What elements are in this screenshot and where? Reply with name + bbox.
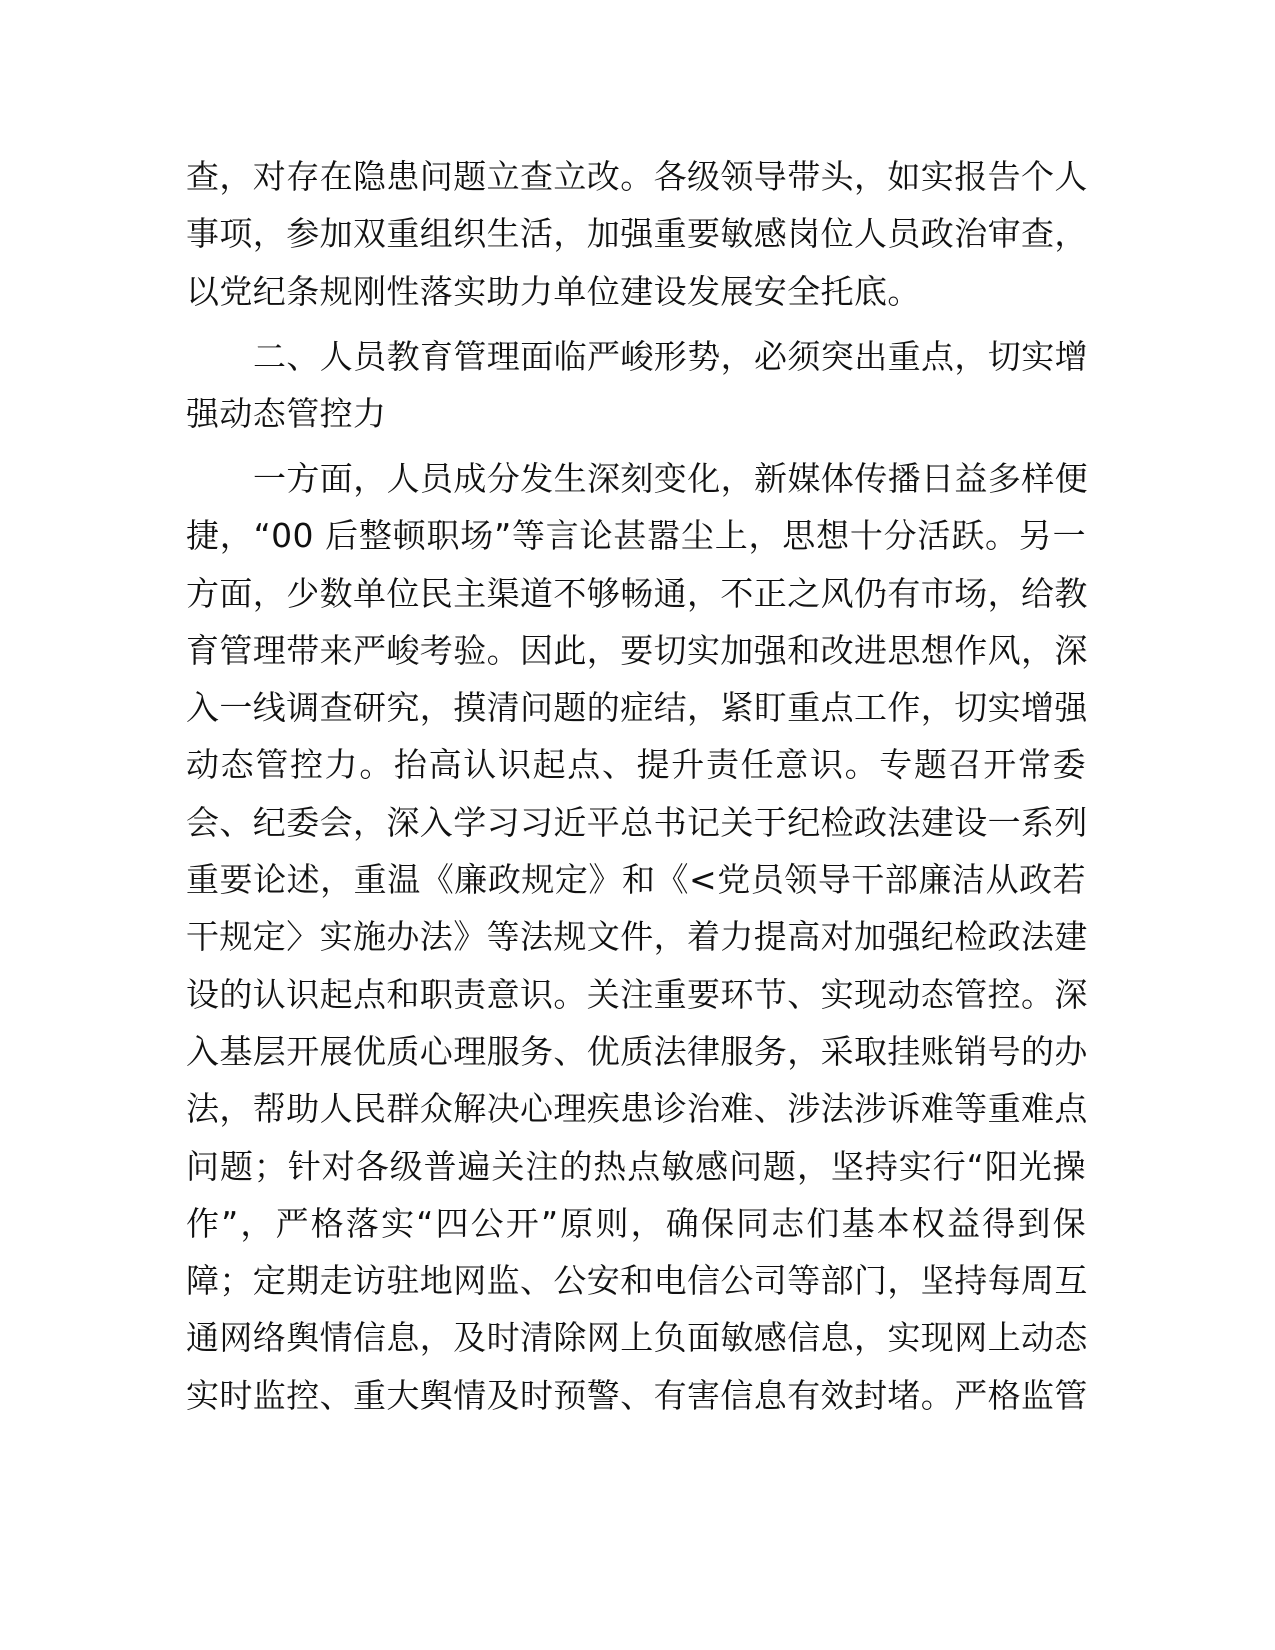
heading-line: 二、人员教育管理面临严峻形势，必须突出重点，切实增 xyxy=(253,337,1088,376)
continuation-paragraph xyxy=(186,148,1086,320)
text-line: 方面，少数单位民主渠道不够畅通，不正之风仍有市场，给教 xyxy=(186,573,1088,613)
body-paragraph xyxy=(186,450,1086,1424)
text-line: 动态管控力。抬高认识起点、提升责任意识。专题召开常委 xyxy=(186,745,1086,785)
text-line: 以党纪条规刚性落实助力单位建设发展安全托底。 xyxy=(186,271,921,311)
text-line: 事项，参加双重组织生活，加强重要敏感岗位人员政治审查， xyxy=(186,214,1088,254)
text-line: 捷，“00 后整顿职场”等言论甚嚣尘上，思想十分活跃。另一 xyxy=(186,516,1086,556)
text-line: 入基层开展优质心理服务、优质法律服务，采取挂账销号的办 xyxy=(186,1031,1088,1071)
text-line: 法，帮助人民群众解决心理疾患诊治难、涉法涉诉难等重难点 xyxy=(186,1089,1088,1129)
section-heading xyxy=(186,328,1086,443)
heading-line: 强动态管控力 xyxy=(186,394,387,434)
text-line: 育管理带来严峻考验。因此，要切实加强和改进思想作风，深 xyxy=(186,630,1088,670)
text-line: 会、纪委会，深入学习习近平总书记关于纪检政法建设一系列 xyxy=(186,802,1088,842)
text-line: 一方面，人员成分发生深刻变化，新媒体传播日益多样便 xyxy=(253,459,1088,498)
text-line: 问题；针对各级普遍关注的热点敏感问题，坚持实行“阳光操 xyxy=(186,1146,1086,1186)
text-line: 障；定期走访驻地网监、公安和电信公司等部门，坚持每周互 xyxy=(186,1261,1088,1301)
text-line: 作”，严格落实“四公开”原则，确保同志们基本权益得到保 xyxy=(186,1203,1086,1243)
text-line: 重要论述，重温《廉政规定》和《<党员领导干部廉洁从政若 xyxy=(186,860,1086,900)
text-line: 查，对存在隐患问题立查立改。各级领导带头，如实报告个人 xyxy=(186,157,1088,196)
text-line: 设的认识起点和职责意识。关注重要环节、实现动态管控。深 xyxy=(186,974,1088,1014)
text-line: 实时监控、重大舆情及时预警、有害信息有效封堵。严格监管 xyxy=(186,1375,1088,1415)
text-line: 干规定〉实施办法》等法规文件，着力提高对加强纪检政法建 xyxy=(186,917,1088,957)
text-line: 通网络舆情信息，及时清除网上负面敏感信息，实现网上动态 xyxy=(186,1318,1088,1358)
text-line: 入一线调查研究，摸清问题的症结，紧盯重点工作，切实增强 xyxy=(186,688,1088,728)
